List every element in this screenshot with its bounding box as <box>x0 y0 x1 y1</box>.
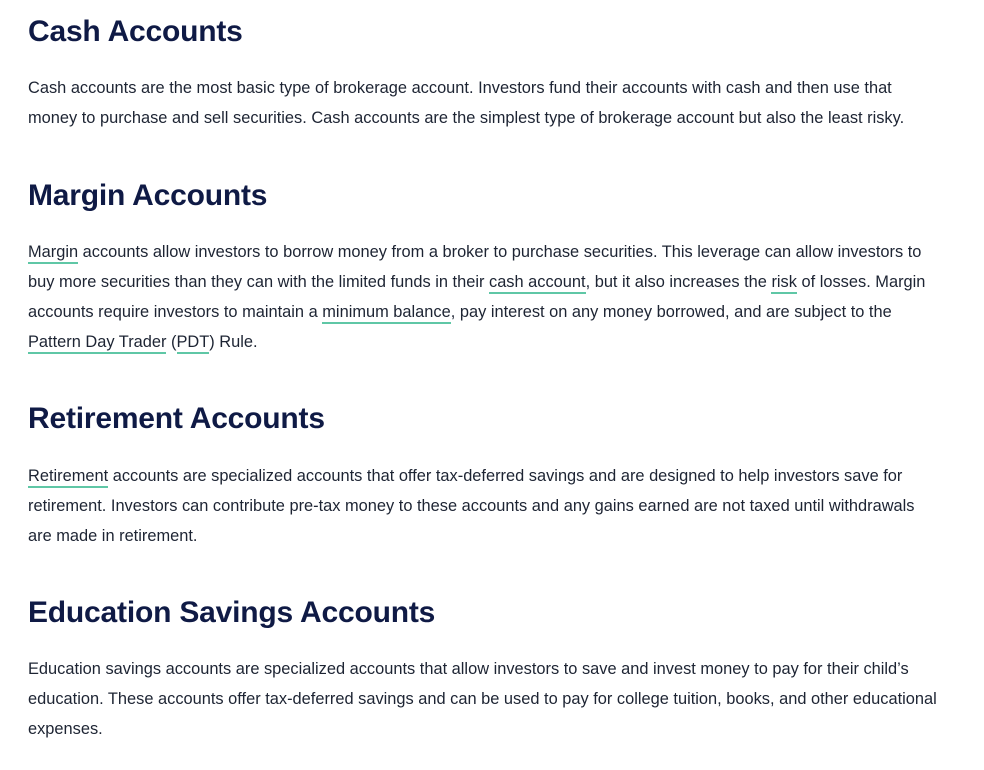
paragraph-education-savings-accounts: Education savings accounts are specialized accounts that allow investors to save and invest money to pay for their child’s education. These accounts offer tax-deferred savings and can be used to pay for college tuition, books, and other educational expenses. <box>28 660 937 738</box>
text-span: accounts are specialized accounts that offer tax-deferred savings and are designed to help investors save for retirement. Investors can contribute pre-tax money to these accounts and any gains earned are not taxed until withdrawals are made in retirement. <box>28 467 915 545</box>
heading-education-savings-accounts: Education Savings Accounts <box>28 596 436 629</box>
link-retirement[interactable]: Retirement <box>28 467 108 488</box>
heading-retirement-accounts: Retirement Accounts <box>28 402 325 435</box>
text-span: of losses. Margin accounts require investors to maintain a <box>28 273 926 321</box>
link-risk[interactable]: risk <box>771 273 797 294</box>
paragraph-cash-accounts: Cash accounts are the most basic type of brokerage account. Investors fund their accounts with cash and then use that money to purchase and sell securities. Cash accounts are the simplest type of brokerage account but also the least risky. <box>28 79 905 127</box>
text-span: , pay interest on any money borrowed, and are subject to the <box>450 303 892 321</box>
link-margin[interactable]: Margin <box>28 243 78 264</box>
heading-margin-accounts: Margin Accounts <box>28 179 268 212</box>
text-span: ) Rule. <box>209 333 258 351</box>
text-span: accounts allow investors to borrow money from a broker to purchase securities. This leverage can allow investors to buy more securities than they can with the limited funds in their <box>28 243 922 291</box>
paragraph-retirement-accounts <box>28 461 938 551</box>
link-pattern-day-trader[interactable]: Pattern Day Trader <box>28 333 166 354</box>
text-span: ( <box>166 333 177 351</box>
heading-cash-accounts: Cash Accounts <box>28 15 243 48</box>
link-cash-account[interactable]: cash account <box>489 273 586 294</box>
text-span: , but it also increases the <box>585 273 772 291</box>
link-minimum-balance[interactable]: minimum balance <box>322 303 450 324</box>
paragraph-margin-accounts <box>28 237 938 357</box>
link-pdt[interactable]: PDT <box>177 333 210 354</box>
